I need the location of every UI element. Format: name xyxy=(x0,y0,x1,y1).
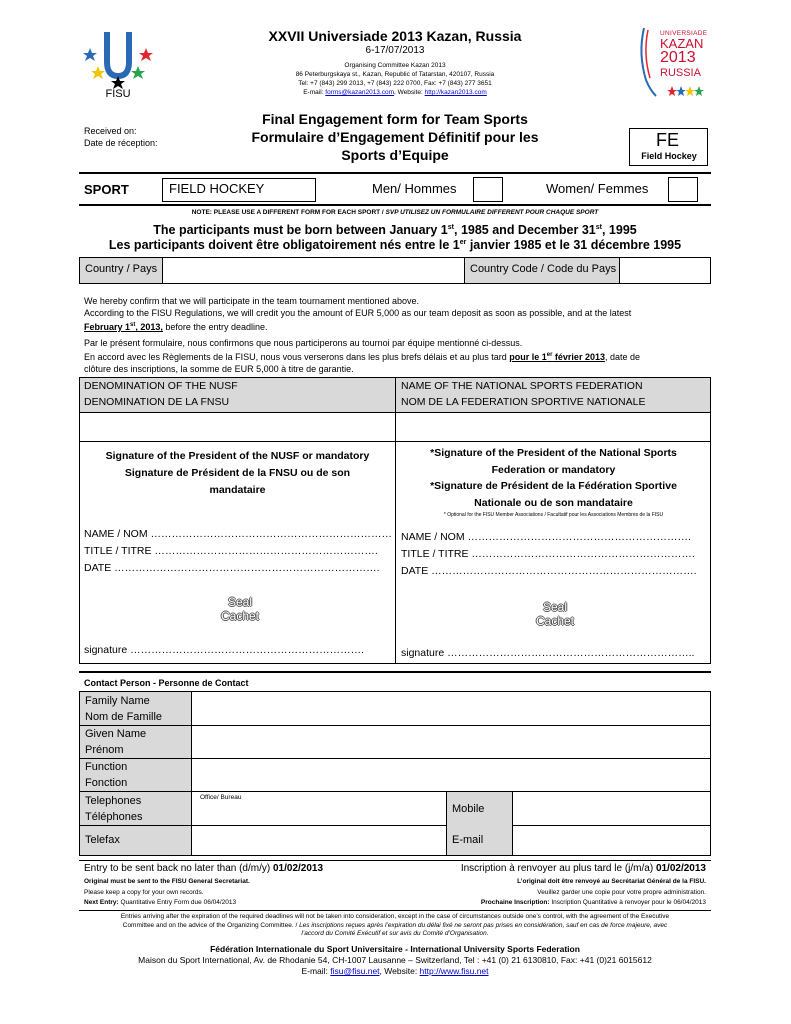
born-en-a: The participants must be born between January 1 xyxy=(153,223,448,238)
kazan-logo-kazan: KAZAN xyxy=(660,36,704,51)
fed-sig-title-1: *Signature of the President of the National Sports xyxy=(430,447,677,459)
form-title-1: Final Engagement form for Team Sports xyxy=(262,111,528,127)
confirm-en-l3c: before the entry deadline. xyxy=(162,322,268,332)
entry-fr-text: Inscription à renvoyer au plus tard le (j/m/a) xyxy=(460,863,656,874)
confirm-fr-l2d: , date de xyxy=(604,352,640,362)
country-code-label: Country Code / Code du Pays xyxy=(470,263,617,275)
next-fr xyxy=(400,899,706,908)
fed-title-line[interactable]: TITLE / TITRE ………………………………………………………. xyxy=(401,548,695,560)
fed-address: Maison du Sport International, Av. de Rhodanie 54, CH-1007 Lausanne – Switzerland, Tel : +41 (0) 21 6130810, Fax: +41 (0)21 6015612 xyxy=(138,955,652,965)
email-input[interactable] xyxy=(513,826,710,855)
born-fr-sup: er xyxy=(459,239,467,246)
fed-signature-line[interactable]: signature …………………………………………………………….. xyxy=(401,647,695,659)
email-label: E-mail xyxy=(452,834,484,846)
country-code-input[interactable] xyxy=(621,258,710,283)
late-1: Entries arriving after the expiration of the required deadlines will not be taken into consideration, except in the case of circumstances outside one’s control, with the agreement of the Executive xyxy=(120,913,670,920)
federation-name-input[interactable] xyxy=(396,413,710,440)
family-name-input[interactable] xyxy=(192,692,710,724)
nusf-name-input[interactable] xyxy=(80,413,394,440)
fed-sig-title-3: *Signature de Président de la Fédération Sportive xyxy=(430,480,677,492)
next-fr-text: Inscription Quantitative à renvoyer pour le 06/04/2013 xyxy=(549,899,706,906)
late-2 xyxy=(79,922,711,931)
nusf-signature-line[interactable]: signature …………………………………………………………. xyxy=(84,644,365,656)
confirm-fr-l2b: pour le 1 xyxy=(509,352,547,362)
nusf-sig-title-1: Signature of the President of the NUSF or mandatory xyxy=(105,450,370,462)
note-fr: SVP UTILISEZ UN FORMULAIRE DIFFERENT POUR CHAQUE SPORT xyxy=(385,209,599,216)
next-en-label: Next Entry: xyxy=(84,899,119,906)
office-phone-input[interactable] xyxy=(192,792,445,824)
original-en: Original must be sent to the FISU General Secretariat. xyxy=(84,878,250,885)
received-fr: Date de réception: xyxy=(84,138,158,148)
telefax-input[interactable] xyxy=(192,826,445,855)
fisu-label: FISU xyxy=(105,88,131,100)
born-en-c: , 1995 xyxy=(601,223,637,238)
copy-fr: Veuillez garder une copie pour votre propre administration. xyxy=(537,889,706,896)
confirm-fr-l3: clôture des inscriptions, la somme de EUR 5,000 à titre de garantie. xyxy=(84,364,354,374)
fed-seal-1: Seal xyxy=(542,600,568,614)
original-fr: L’original doit être renvoyé au Secrétariat Général de la FISU. xyxy=(517,878,706,885)
nusf-sig-title-2: Signature de Président de la FNSU ou de son xyxy=(124,467,351,479)
website-label: , Website: xyxy=(394,89,423,96)
kazan-logo-universiade: UNIVERSIADE xyxy=(660,30,708,37)
kazan-logo-russia: RUSSIA xyxy=(660,67,701,79)
fed-sig-title-2: Federation or mandatory xyxy=(491,463,616,476)
fed-sig-title xyxy=(396,445,711,511)
men-label: Men/ Hommes xyxy=(372,181,457,196)
nusf-title-line[interactable]: TITLE / TITRE ………………………………………………………. xyxy=(84,545,378,557)
confirm-en-l3sup: st xyxy=(130,322,136,328)
confirm-en-l3b: , 2013, xyxy=(135,322,163,332)
given-name-input[interactable] xyxy=(192,726,710,757)
entry-en-text: Entry to be sent back no later than (d/m/y) xyxy=(84,863,273,874)
confirm-en-l2: According to the FISU Regulations, we will credit you the amount of EUR 5,000 as our team deposit as soon as possible, and at the latest xyxy=(84,308,632,318)
fed-sig-title-4: Nationale ou de son mandataire xyxy=(474,496,633,509)
tel-en: Telephones xyxy=(85,795,142,807)
nusf-seal-1: Seal xyxy=(227,595,253,609)
mobile-input[interactable] xyxy=(513,792,710,824)
nusf-date-line[interactable]: DATE …………………………………………………………………. xyxy=(84,562,380,574)
committee-email-link[interactable]: forms@kazan2013.com xyxy=(325,89,395,96)
confirm-en-l3a: February 1 xyxy=(84,322,131,332)
born-fr-b: janvier 1985 et le 31 décembre 1995 xyxy=(466,238,682,253)
next-en-text: Quantitative Entry Form due 06/04/2013 xyxy=(118,899,237,906)
given-fr: Prénom xyxy=(85,744,124,756)
entry-en-date: 01/02/2013 xyxy=(272,863,324,874)
late-3: l’accord du Comité Exécutif et sur avis du Comité d’Organisation. xyxy=(301,930,489,937)
sport-label: SPORT xyxy=(84,182,129,197)
nusf-seal xyxy=(210,595,270,623)
confirm-fr-l1: Par le présent formulaire, nous confirmons que nous participerons au tournoi par équipe mentionné ci-dessus. xyxy=(84,338,523,348)
fed-name-line[interactable]: NAME / NOM ………………………………………………………. xyxy=(401,531,691,543)
committee-website-link[interactable]: http://kazan2013.com xyxy=(424,89,487,96)
nusf-left-h2: DENOMINATION DE LA FNSU xyxy=(84,396,230,408)
fed-email-label: E-mail: xyxy=(301,966,331,976)
fed-seal-2: Cachet xyxy=(535,614,575,628)
born-en-sup2: st xyxy=(595,224,602,231)
form-code-sport: Field Hockey xyxy=(641,151,697,161)
fed-email-link[interactable]: fisu@fisu.net xyxy=(330,966,380,976)
next-fr-label: Prochaine Inscription: xyxy=(480,899,550,906)
country-input[interactable] xyxy=(164,258,464,283)
fed-date-line[interactable]: DATE …………………………………………………………………. xyxy=(401,565,697,577)
confirm-en-l3 xyxy=(84,319,714,333)
fed-name: Fédération Internationale du Sport Universitaire - International University Sports Federation xyxy=(210,944,580,954)
event-dates: 6-17/07/2013 xyxy=(365,45,425,56)
women-checkbox[interactable] xyxy=(668,177,698,202)
family-fr: Nom de Famille xyxy=(85,711,163,723)
nusf-name-line[interactable]: NAME / NOM …………………………………………………………… xyxy=(84,528,393,540)
form-title-3: Sports d’Equipe xyxy=(341,147,449,163)
born-en-b: , 1985 and December 31 xyxy=(454,223,596,238)
late-2-en: Committee and on the advice of the Organizing Committee. / xyxy=(122,921,300,929)
sport-value: FIELD HOCKEY xyxy=(169,181,265,196)
fed-optional-note: * Optional for the FISU Member Associations / Facultatif pour les Associations Membres de la FISU xyxy=(443,512,664,518)
nusf-right-h1: NAME OF THE NATIONAL SPORTS FEDERATION xyxy=(401,380,643,392)
event-title: XXVII Universiade 2013 Kazan, Russia xyxy=(268,28,522,44)
committee-address: 86 Peterburgskaya st., Kazan, Republic of Tatarstan, 420107, Russia xyxy=(295,71,495,78)
form-code: FE xyxy=(656,130,680,150)
nusf-sig-title-3: mandataire xyxy=(209,484,266,496)
late-2-fr: Les inscriptions reçues après l’expiration du délai fixé ne seront pas prises en considération, sauf en cas de force majeure, avec xyxy=(299,921,668,929)
kazan-logo-year: 2013 xyxy=(660,49,696,66)
nusf-right-h2: NOM DE LA FEDERATION SPORTIVE NATIONALE xyxy=(401,396,646,408)
function-fr: Fonction xyxy=(85,777,128,789)
confirm-fr-l2c: février 2013 xyxy=(552,352,605,362)
confirm-en-l1: We hereby confirm that we will participate in the team tournament mentioned above. xyxy=(84,296,420,306)
email-label: E-mail: xyxy=(303,89,324,96)
committee-name: Organising Committee Kazan 2013 xyxy=(344,62,446,69)
tel-fr: Téléphones xyxy=(85,811,143,823)
next-en xyxy=(84,899,236,908)
committee-contact xyxy=(200,89,590,98)
nusf-sig-title xyxy=(80,448,395,499)
country-label: Country / Pays xyxy=(85,263,158,275)
entry-deadline-en xyxy=(84,863,323,874)
form-title-2: Formulaire d’Engagement Définitif pour les xyxy=(251,129,539,145)
late-entries-note xyxy=(79,913,711,939)
function-en: Function xyxy=(85,761,128,773)
committee-phone: Tel: +7 (843) 299 2013, +7 (843) 222 0700, Fax: +7 (843) 277 3651 xyxy=(298,80,492,87)
fed-website-link[interactable]: http://www.fisu.net xyxy=(419,966,489,976)
confirm-en xyxy=(84,295,714,333)
family-en: Family Name xyxy=(85,695,150,707)
fed-website-label: , Website: xyxy=(379,966,420,976)
office-label: Office/ Bureau xyxy=(200,794,242,801)
confirm-fr-l2 xyxy=(84,349,714,363)
nusf-seal-2: Cachet xyxy=(220,609,260,623)
contact-header: Contact Person - Personne de Contact xyxy=(84,678,249,688)
copy-en: Please keep a copy for your own records. xyxy=(84,889,204,896)
men-checkbox[interactable] xyxy=(473,177,503,202)
function-input[interactable] xyxy=(192,759,710,790)
entry-deadline-fr xyxy=(380,863,706,874)
born-fr-a: Les participants doivent être obligatoirement nés entre le 1 xyxy=(108,238,460,253)
entry-fr-date: 01/02/2013 xyxy=(655,863,706,874)
received-en: Received on: xyxy=(84,126,137,136)
women-label: Women/ Femmes xyxy=(546,181,649,196)
nusf-left-h1: DENOMINATION OF THE NUSF xyxy=(84,380,238,392)
telefax-label: Telefax xyxy=(85,834,120,846)
confirm-fr-l2a: En accord avec les Règlements de la FISU, nous vous verserons dans les plus brefs délais et au plus tard xyxy=(84,352,510,362)
fed-contact xyxy=(79,966,711,976)
note xyxy=(79,209,711,216)
confirm-fr xyxy=(84,337,714,375)
fed-seal xyxy=(525,600,585,628)
born-fr xyxy=(79,235,711,253)
note-en: NOTE: PLEASE USE A DIFFERENT FORM FOR EACH SPORT / xyxy=(191,209,386,216)
given-en: Given Name xyxy=(85,728,147,740)
mobile-label: Mobile xyxy=(452,803,485,815)
born-en-sup1: st xyxy=(447,224,454,231)
confirm-fr-l2sup: er xyxy=(546,352,553,358)
